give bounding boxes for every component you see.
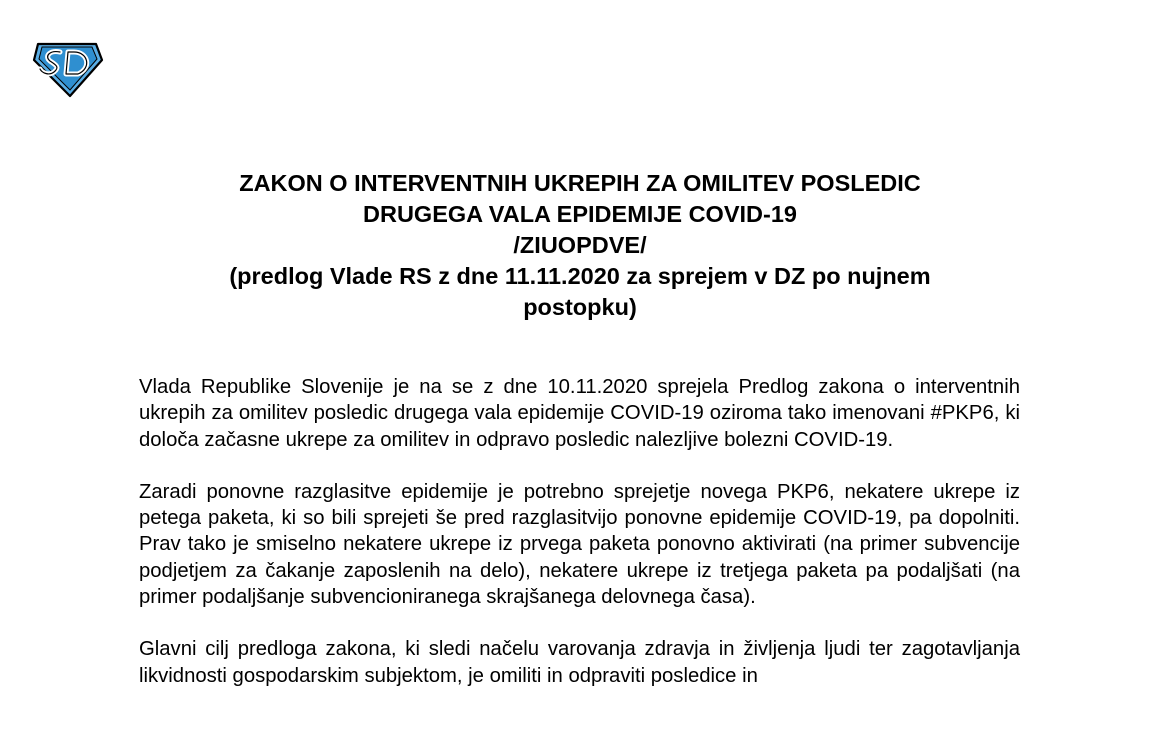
paragraph-3: Glavni cilj predloga zakona, ki sledi načelu varovanja zdravja in življenja ljudi ter zagotavljanja likvidnosti gospodarskim subjektom, je omiliti in odpraviti posledice in xyxy=(139,638,1020,687)
title-line-5: postopku) xyxy=(523,294,637,320)
document-title xyxy=(140,168,1020,323)
paragraph-2: Zaradi ponovne razglasitve epidemije je potrebno sprejetje novega PKP6, nekatere ukrepe iz petega paketa, ki so bili sprejeti še pred razglasitvijo ponovne epidemije COVID-19, pa dopolniti. Prav tako je smiselno nekatere ukrepe iz prvega paketa ponovno aktivirati (na primer subvencije podjetjem za čakanje zaposlenih na delo), nekatere ukrepe iz tretjega paketa pa podaljšati (na primer podaljšanje subvencioniranega skrajšanega delovnega časa). xyxy=(139,480,1020,609)
title-line-4: (predlog Vlade RS z dne 11.11.2020 za sprejem v DZ po nujnem xyxy=(229,263,931,289)
title-line-2: DRUGEGA VALA EPIDEMIJE COVID-19 xyxy=(363,201,797,227)
party-logo-icon xyxy=(30,38,104,100)
title-line-1: ZAKON O INTERVENTNIH UKREPIH ZA OMILITEV POSLEDIC xyxy=(239,170,921,196)
paragraph-1: Vlada Republike Slovenije je na se z dne 10.11.2020 sprejela Predlog zakona o interventnih ukrepih za omilitev posledic drugega vala epidemije COVID-19 oziroma tako imenovani #PKP6, ki določa začasne ukrepe za omilitev in odpravo posledic nalezljive bolezni COVID-19. xyxy=(139,376,1020,451)
title-line-3: /ZIUOPDVE/ xyxy=(513,232,647,258)
document-body xyxy=(139,374,1020,715)
